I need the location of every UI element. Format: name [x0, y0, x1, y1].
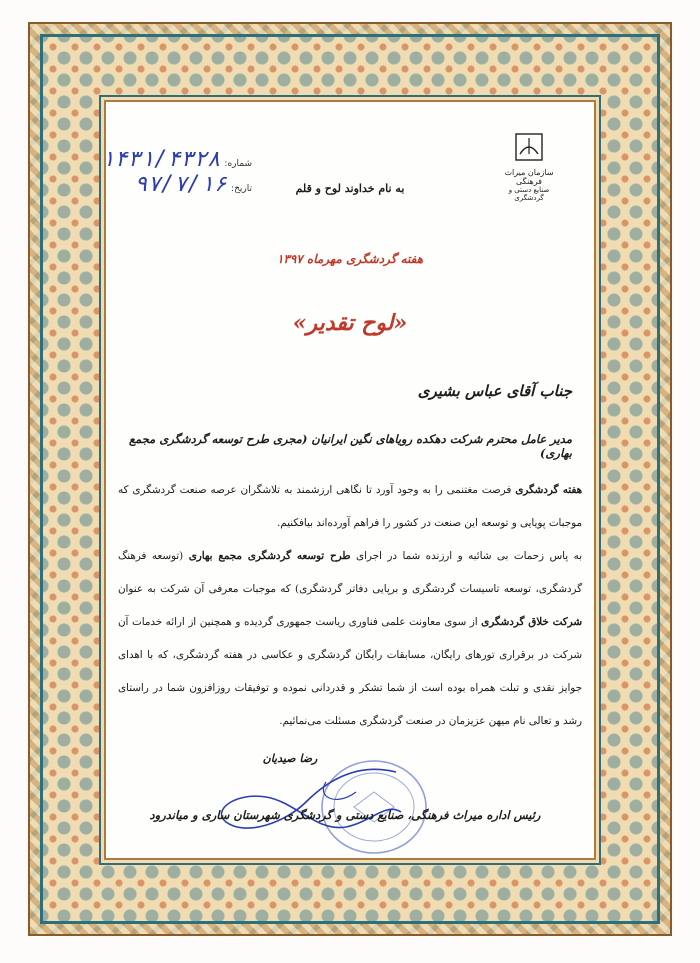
event-title: هفته گردشگری مهرماه ۱۳۹۷: [276, 252, 424, 266]
date-label: تاریخ:: [231, 184, 252, 194]
certificate-title: «لوح تقدیر»: [292, 310, 408, 336]
recipient-position: مدیر عامل محترم شرکت دهکده رویاهای نگین ایرانیان (مجری طرح توسعه گردشگری مجمع بهاری): [128, 432, 572, 460]
invocation-heading: به نام خداوند لوح و قلم: [295, 182, 405, 195]
logo-emblem-icon: [514, 132, 544, 162]
official-stamp-icon: [314, 752, 434, 862]
signer-title: رئیس اداره میراث فرهنگی، صنایع دستی و گردشگری شهرستان ساری و میاندرود: [149, 808, 541, 822]
logo-org-name: سازمان میراث فرهنگی: [504, 168, 554, 186]
paragraph-2: [118, 540, 582, 738]
certificate-body: [101, 100, 596, 860]
logo-org-sub: صنایع دستی و گردشگری: [508, 186, 550, 202]
letter-number-row: [101, 147, 252, 172]
certificate-text: [118, 474, 582, 738]
paragraph-1-text: فرصت مغتنمی را به وجود آورد تا نگاهی ارزشمند به تلاشگران عرصه صنعت گردشگری که موجبات پویایی و توسعه این صنعت در کشور را فراهم آورده‌اند بیافکنیم.: [118, 484, 582, 529]
number-label: شماره:: [224, 159, 252, 169]
recipient-name: جناب آقای عباس بشیری: [417, 382, 572, 400]
paragraph-2-part-c: (توسعه فرهنگ گردشگری، توسعه تاسیسات گردشگری و برپایی دفاتر گردشگری) که موجبات معرفی آن شرکت به عنوان: [118, 550, 582, 595]
paragraph-2-part-d: از سوی معاونت علمی فناوری ریاست جمهوری گردیده و همچنین از ارائه خدمات آن شرکت در برقراری تورهای رایگان، مسابقات رایگان گردشگری و عکاسی در هفته گردشگری، که با اهدای جوایز نقدی و تبلت همراه بوده است از شما تشکر و قدردانی نموده و توفیقات روزافزون شما در راستای رشد و تعالی نام میهن عزیزمان در صنعت گردشگری مسئلت می‌نمائیم.: [118, 616, 582, 727]
paragraph-2-bold-b: شرکت خلاق گردشگری: [481, 616, 582, 628]
date-value: ۹۷/۷/۱۶: [134, 172, 228, 197]
paragraph-1: [118, 474, 582, 540]
paragraph-2-part-a: به پاس زحمات بی شائبه و ارزنده شما در اجرای: [356, 550, 583, 562]
number-value: ۱۴۳۱/۴۳۲۸: [101, 147, 221, 172]
paragraph-1-bold: هفته گردشگری: [515, 484, 583, 496]
signer-name: رضا صیدیان: [262, 752, 318, 765]
paragraph-2-bold-a: طرح توسعه گردشگری مجمع بهاری: [188, 550, 351, 562]
